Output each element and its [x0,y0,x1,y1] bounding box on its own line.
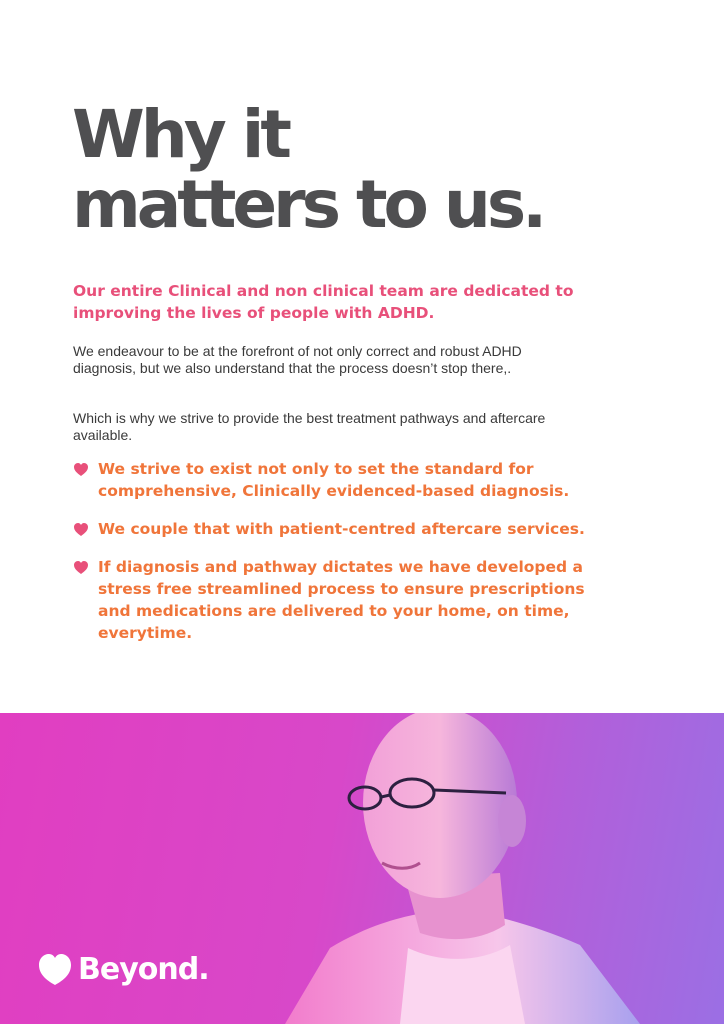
headline-line-1: Why it [72,96,288,173]
brand-name: Beyond. [78,951,209,987]
brand-logo [36,948,209,990]
list-item [73,556,613,644]
list-item-text: We strive to exist not only to set the standard for comprehensive, Clinically evidenced-based diagnosis. [98,460,570,500]
body-paragraph-2: Which is why we strive to provide the best treatment pathways and aftercare available. [73,410,546,443]
commitment-list [73,458,613,660]
body-paragraph-1: We endeavour to be at the forefront of not only correct and robust ADHD diagnosis, but we also understand that the process doesn’t stop there,. [73,343,522,376]
list-item [73,518,613,540]
headline-line-2: matters to us. [72,166,544,243]
heart-leaf-icon [73,559,89,575]
list-item-text: We couple that with patient-centred aftercare services. [98,520,585,538]
lead-statement: Our entire Clinical and non clinical team are dedicated to improving the lives of people with ADHD. [73,282,574,322]
beyond-logo-mark-icon [36,950,74,988]
heart-leaf-icon [73,461,89,477]
list-item-text: If diagnosis and pathway dictates we have developed a stress free streamlined process to ensure prescriptions and medications are delivered to your home, on time, everytime. [98,558,585,642]
heart-leaf-icon [73,521,89,537]
page-headline [72,96,544,243]
list-item [73,458,613,502]
